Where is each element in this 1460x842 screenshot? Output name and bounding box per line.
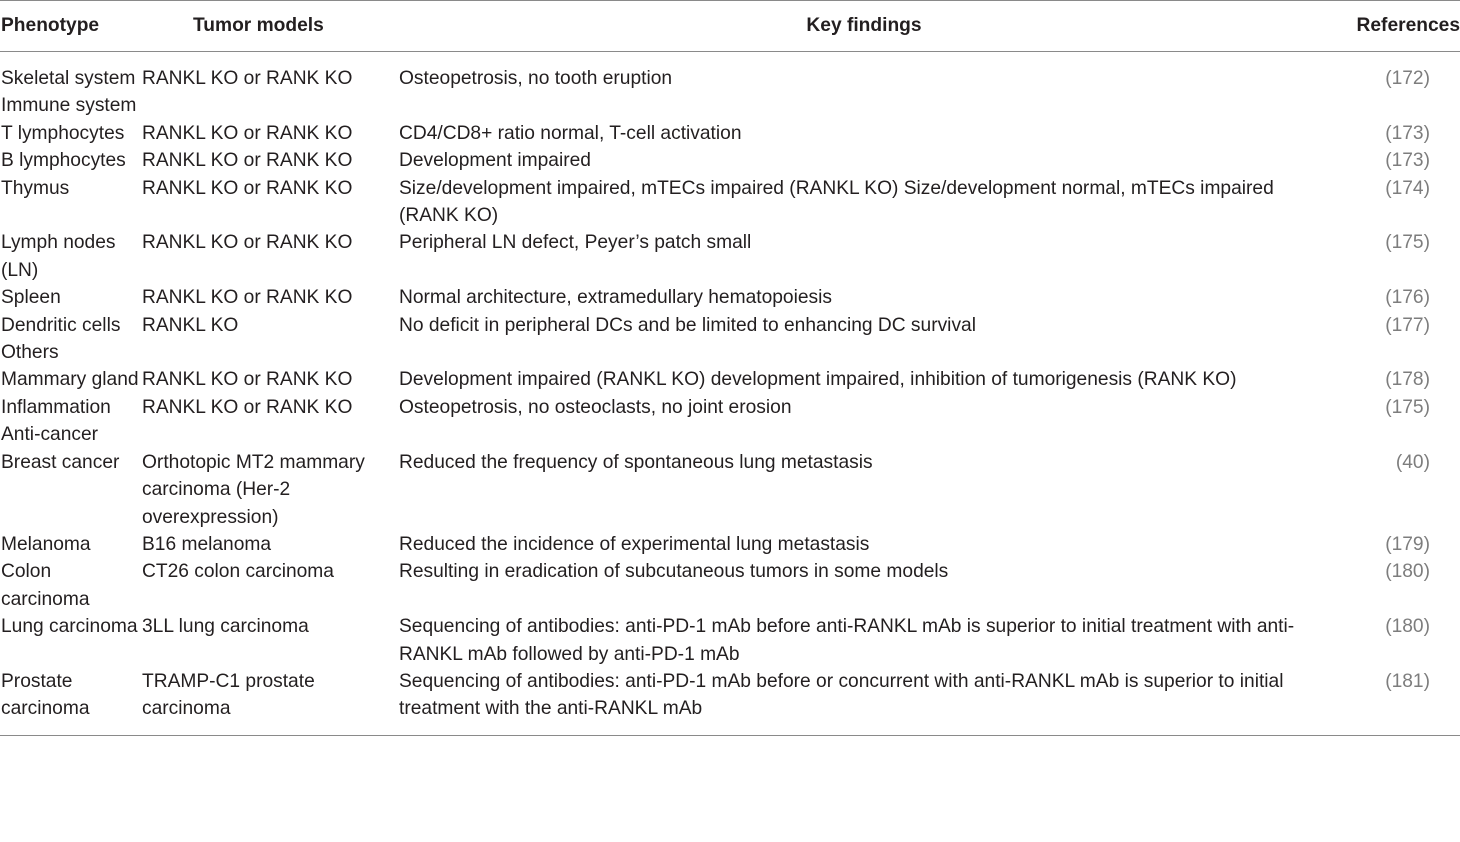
reference-number[interactable]: 174 (1391, 177, 1424, 199)
reference-link[interactable]: (174) (1385, 177, 1430, 199)
reference-link[interactable]: (175) (1385, 232, 1430, 254)
reference-number[interactable]: 178 (1391, 369, 1424, 391)
tumor-model-cell (141, 421, 398, 448)
key-finding-cell: Development impaired (399, 150, 591, 172)
header-key-findings: Key findings (806, 15, 922, 37)
phenotype-cell: Melanoma (1, 533, 91, 555)
reference-link[interactable]: (179) (1385, 533, 1430, 555)
key-finding-cell: Reduced the frequency of spontaneous lung metastasis (399, 451, 873, 473)
reference-cell (1330, 147, 1460, 174)
key-finding-cell: CD4/CD8+ ratio normal, T-cell activation (399, 122, 742, 144)
phenotype-cell: Skeletal system (1, 68, 136, 89)
phenotype-cell: Lymph nodes (LN) (1, 232, 116, 281)
key-finding-cell: Osteopetrosis, no tooth eruption (399, 68, 673, 89)
reference-number[interactable]: 172 (1391, 68, 1424, 89)
tumor-model-cell: RANKL KO (142, 314, 239, 336)
header-references: References (1356, 15, 1460, 37)
reference-link[interactable]: (178) (1385, 369, 1430, 391)
tumor-model-cell: RANKL KO or RANK KO (142, 68, 353, 89)
key-finding-cell (398, 421, 1330, 448)
table-row (0, 147, 1460, 174)
phenotype-cell: Colon carcinoma (1, 561, 90, 610)
reference-link[interactable]: (40) (1395, 451, 1430, 473)
reference-cell (1330, 668, 1460, 735)
reference-number[interactable]: 176 (1391, 287, 1424, 309)
tumor-model-cell: RANKL KO or RANK KO (142, 369, 353, 391)
reference-link[interactable]: (173) (1385, 122, 1430, 144)
reference-number[interactable]: 181 (1391, 670, 1424, 692)
phenotype-cell: Lung carcinoma (1, 616, 138, 638)
table-row (0, 312, 1460, 339)
table-row (0, 52, 1460, 93)
reference-number[interactable]: 173 (1391, 122, 1424, 144)
reference-link[interactable]: (175) (1385, 396, 1430, 418)
header-row (0, 1, 1460, 52)
tumor-model-cell: RANKL KO or RANK KO (142, 177, 353, 199)
reference-cell (1330, 531, 1460, 558)
phenotype-cell: Prostate carcinoma (1, 670, 90, 720)
reference-cell (1330, 421, 1460, 448)
table-row (0, 421, 1460, 448)
tumor-model-cell: RANKL KO or RANK KO (142, 287, 353, 309)
key-finding-cell: Reduced the incidence of experimental lung metastasis (399, 533, 870, 555)
reference-cell (1330, 284, 1460, 311)
key-finding-cell: Size/development impaired, mTECs impaired (RANKL KO) Size/development normal, mTECs impaired (RANK KO) (399, 177, 1274, 227)
header-tumor-models: Tumor models (193, 15, 324, 37)
tumor-model-cell: CT26 colon carcinoma (142, 561, 334, 583)
phenotype-cell: Dendritic cells (1, 314, 121, 336)
key-finding-cell: Sequencing of antibodies: anti-PD-1 mAb before or concurrent with anti-RANKL mAb is superior to initial treatment with the anti-RANKL mAb (399, 670, 1284, 720)
key-finding-cell (398, 92, 1330, 119)
table-row (0, 366, 1460, 393)
tumor-model-cell: RANKL KO or RANK KO (142, 122, 353, 144)
table-row (0, 613, 1460, 668)
key-finding-cell: Normal architecture, extramedullary hematopoiesis (399, 287, 832, 309)
phenotype-cell: T lymphocytes (1, 122, 125, 144)
tumor-model-cell (141, 92, 398, 119)
table-row (0, 229, 1460, 284)
reference-number[interactable]: 180 (1391, 561, 1424, 583)
tumor-model-cell: RANKL KO or RANK KO (142, 150, 353, 172)
reference-link[interactable]: (181) (1385, 670, 1430, 692)
reference-link[interactable]: (177) (1385, 314, 1430, 336)
reference-link[interactable]: (180) (1385, 616, 1430, 638)
phenotype-cell: Thymus (1, 177, 70, 199)
reference-link[interactable]: (173) (1385, 150, 1430, 172)
tumor-model-cell (141, 339, 398, 366)
table-row (0, 449, 1460, 531)
key-finding-cell: No deficit in peripheral DCs and be limited to enhancing DC survival (399, 314, 976, 336)
reference-link[interactable]: (172) (1385, 68, 1430, 89)
key-finding-cell (398, 339, 1330, 366)
table-row (0, 175, 1460, 230)
phenotype-cell: Anti-cancer (1, 424, 99, 446)
tumor-model-cell: Orthotopic MT2 mammary carcinoma (Her-2 overexpression) (142, 451, 365, 528)
tumor-model-cell: 3LL lung carcinoma (142, 616, 309, 638)
reference-cell (1330, 175, 1460, 230)
key-finding-cell: Resulting in eradication of subcutaneous tumors in some models (399, 561, 949, 583)
table-row (0, 531, 1460, 558)
reference-cell (1330, 366, 1460, 393)
key-finding-cell: Sequencing of antibodies: anti-PD-1 mAb before anti-RANKL mAb is superior to initial treatment with anti-RANKL mAb followed by anti-PD-1 mAb (399, 616, 1295, 665)
phenotype-cell: Immune system (1, 95, 137, 117)
reference-number[interactable]: 173 (1391, 150, 1424, 172)
table-row (0, 558, 1460, 613)
table-row (0, 668, 1460, 735)
reference-number[interactable]: 177 (1391, 314, 1424, 336)
table-row (0, 120, 1460, 147)
reference-cell (1330, 312, 1460, 339)
reference-cell (1330, 52, 1460, 93)
reference-cell (1330, 92, 1460, 119)
reference-number[interactable]: 179 (1391, 533, 1424, 555)
reference-number[interactable]: 180 (1391, 616, 1424, 638)
table-row (0, 92, 1460, 119)
reference-link[interactable]: (176) (1385, 287, 1430, 309)
header-phenotype: Phenotype (1, 15, 100, 37)
tumor-model-cell: RANKL KO or RANK KO (142, 396, 353, 418)
key-finding-cell: Osteopetrosis, no osteoclasts, no joint erosion (399, 396, 792, 418)
key-finding-cell: Development impaired (RANKL KO) development impaired, inhibition of tumorigenesis (RANK KO) (399, 369, 1237, 391)
phenotype-cell: Inflammation (1, 396, 111, 418)
reference-cell (1330, 613, 1460, 668)
tumor-model-cell: RANKL KO or RANK KO (142, 232, 353, 254)
reference-number[interactable]: 175 (1391, 396, 1424, 418)
reference-cell (1330, 120, 1460, 147)
table-row (0, 394, 1460, 421)
phenotype-cell: Spleen (1, 287, 61, 309)
reference-cell (1330, 449, 1460, 531)
tumor-model-cell: TRAMP-C1 prostate carcinoma (142, 670, 315, 720)
reference-cell (1330, 339, 1460, 366)
key-finding-cell: Peripheral LN defect, Peyer’s patch small (399, 232, 752, 254)
phenotype-cell: Breast cancer (1, 451, 120, 473)
phenotype-cell: Mammary gland (1, 369, 139, 391)
table-row (0, 284, 1460, 311)
table-row (0, 339, 1460, 366)
tumor-model-cell: B16 melanoma (142, 533, 272, 555)
reference-cell (1330, 394, 1460, 421)
reference-cell (1330, 229, 1460, 284)
table-body (0, 52, 1460, 736)
reference-number[interactable]: 40 (1402, 451, 1424, 473)
reference-number[interactable]: 175 (1391, 232, 1424, 254)
reference-cell (1330, 558, 1460, 613)
reference-link[interactable]: (180) (1385, 561, 1430, 583)
phenotype-cell: Others (1, 342, 59, 364)
phenotype-cell: B lymphocytes (1, 150, 126, 172)
